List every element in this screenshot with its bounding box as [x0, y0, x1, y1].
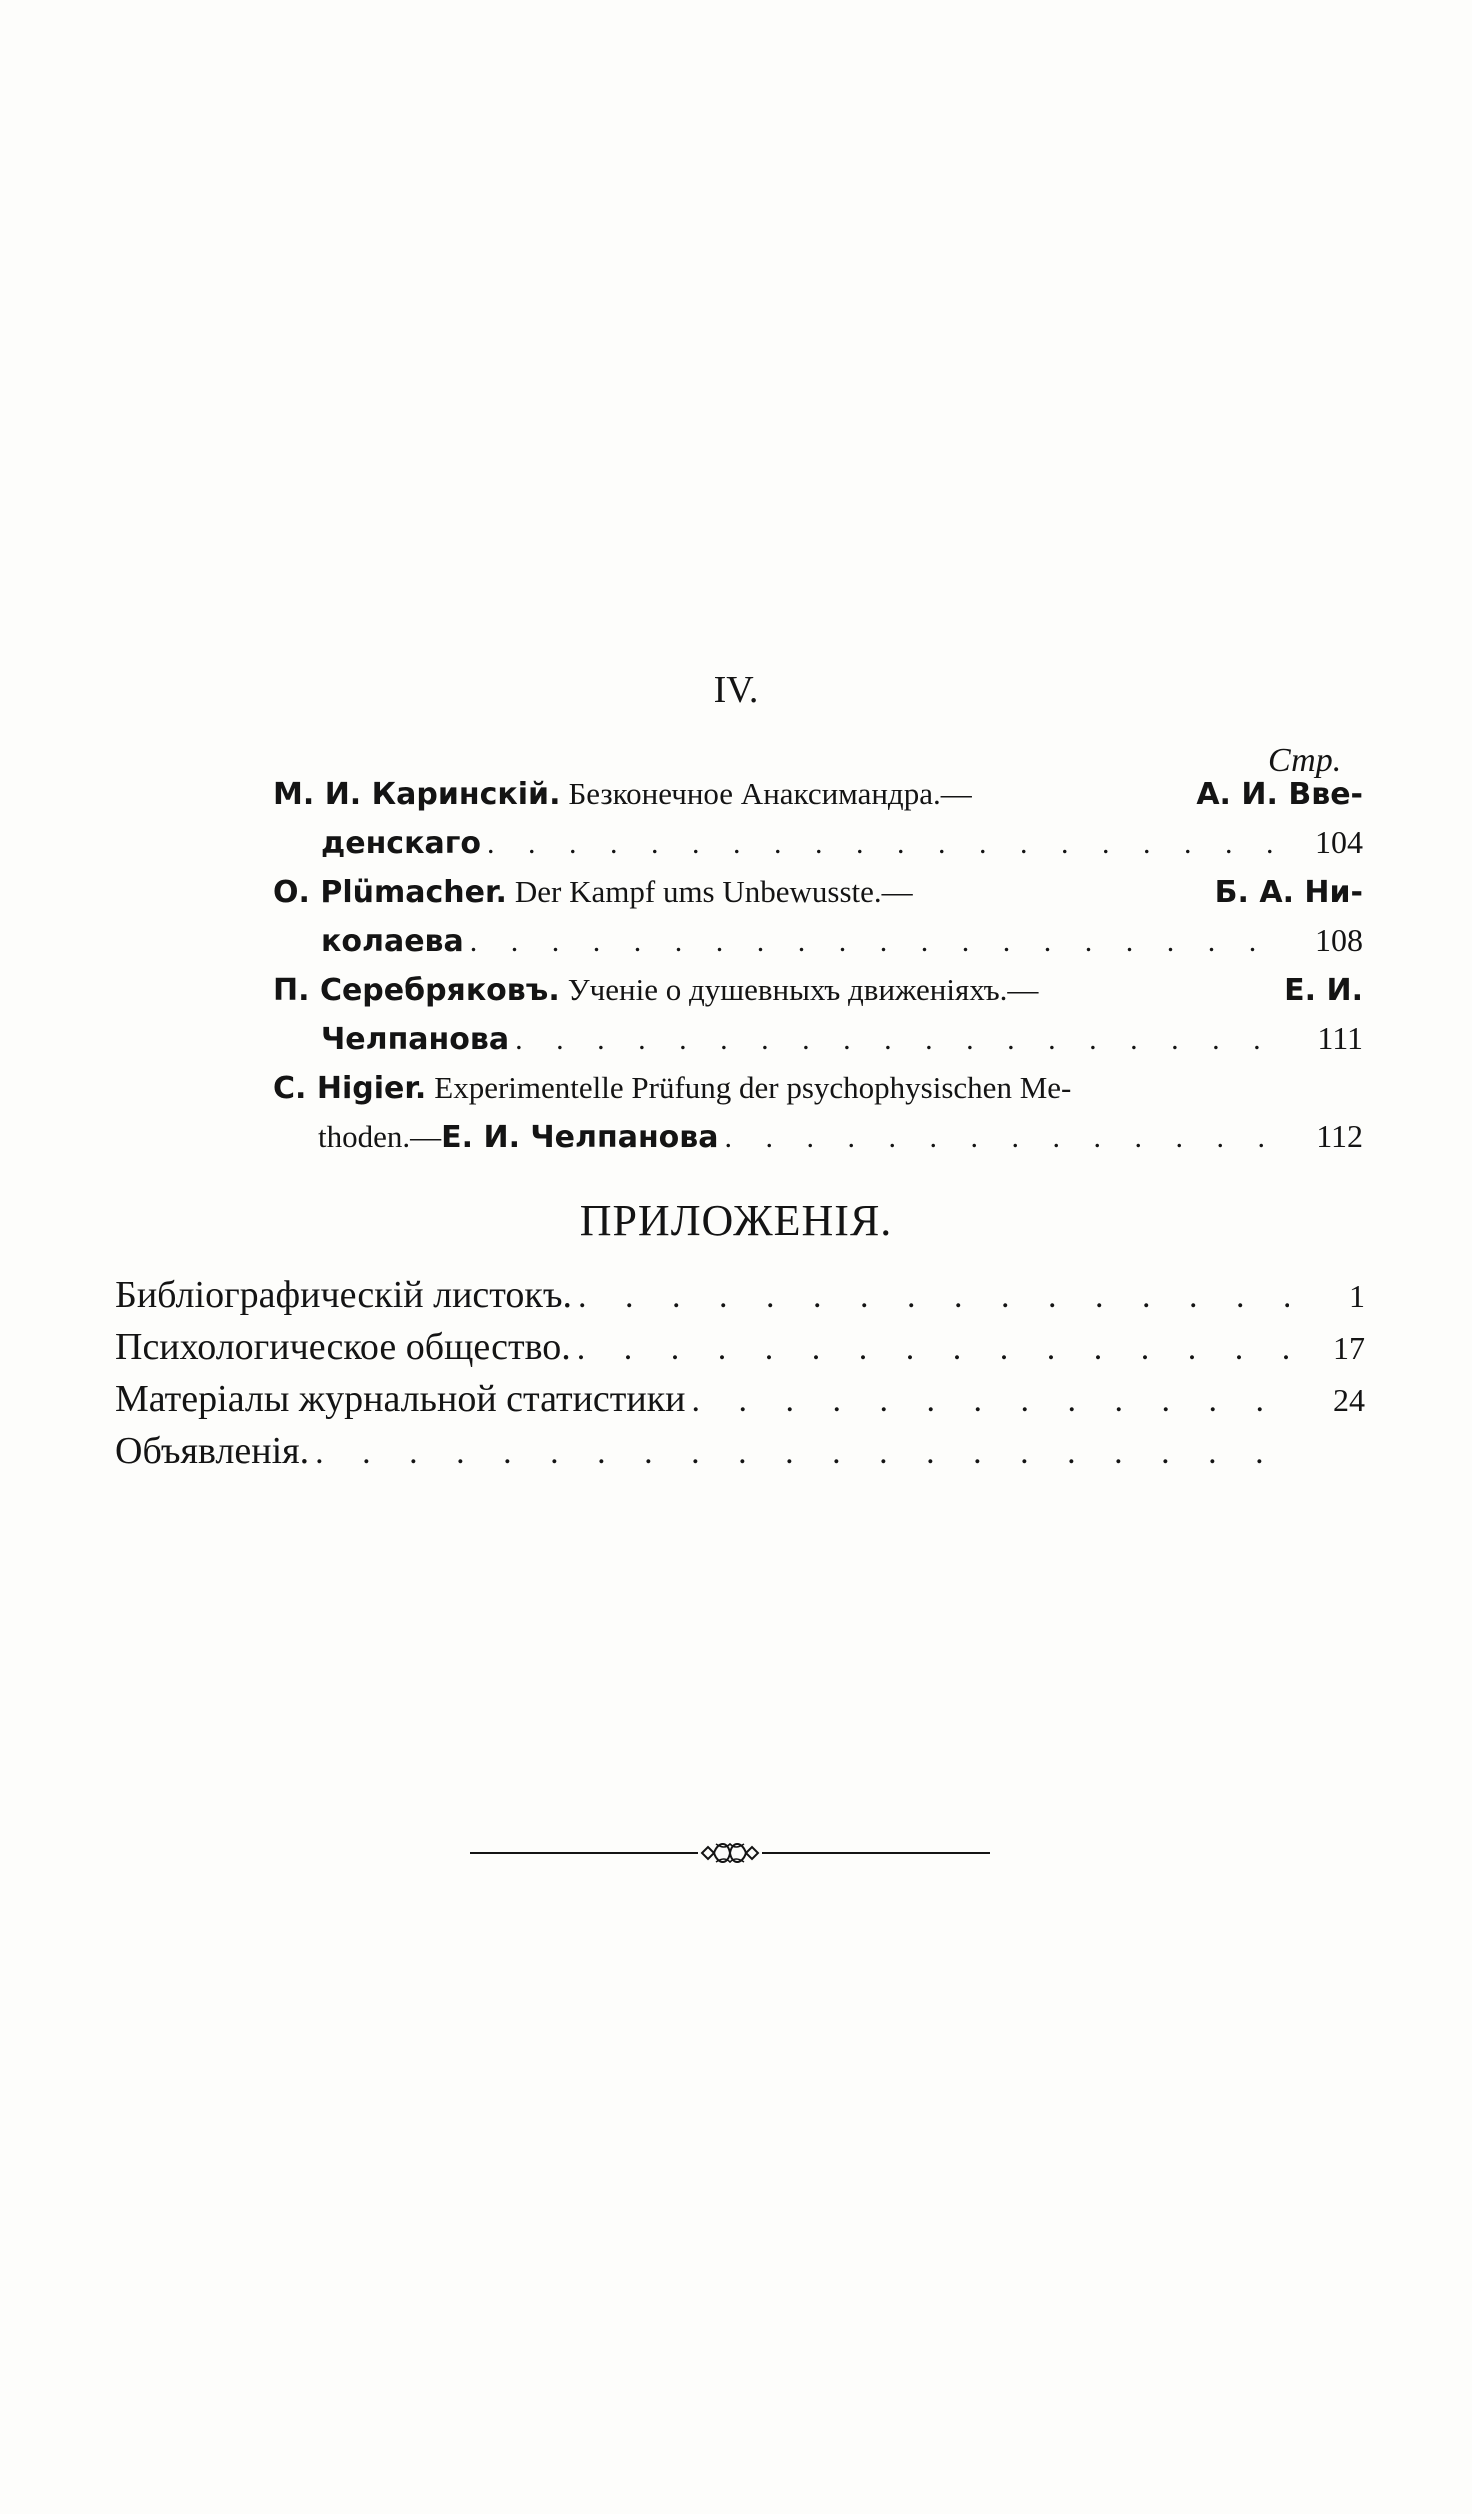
entry-reviewer-cont: Е. И. Челпанова [441, 1120, 719, 1155]
page-number: IV. [713, 669, 759, 711]
appendix-item [115, 1377, 1365, 1429]
entry-page: 112 [1316, 1118, 1363, 1154]
contents-entry [273, 1069, 1363, 1167]
entry-line [273, 775, 1363, 824]
entry-title: Der Kampf ums Unbewusste.— [514, 874, 913, 909]
entry-reviewer-cont: денскаго [321, 826, 481, 861]
entry-title: Experimentelle Prüfung der psychophysischen Me- [434, 1070, 1072, 1105]
entry-author: О. Plümacher. [273, 875, 507, 910]
appendix-page: 1 [1349, 1278, 1365, 1314]
contents-entry [273, 971, 1363, 1069]
entry-title: Ученіе о душевныхъ движеніяхъ.— [567, 972, 1039, 1007]
entry-page: 111 [1317, 1020, 1363, 1056]
contents-list [273, 775, 1363, 1167]
entry-title: Безконечное Анаксимандра.— [568, 776, 972, 811]
entry-author: М. И. Каринскій. [273, 777, 561, 812]
entry-page: 104 [1315, 824, 1363, 860]
section-title: ПРИЛОЖЕНІЯ. [579, 1196, 893, 1245]
appendix-label: Библіографическій листокъ. [115, 1274, 573, 1316]
appendix-item [115, 1429, 1365, 1481]
leader-dots [577, 1330, 1289, 1368]
entry-reviewer-cont: Челпанова [321, 1022, 510, 1057]
entry-line [273, 873, 1363, 922]
entry-title-cont: thoden.— [318, 1119, 442, 1154]
entry-author: П. Серебряковъ. [273, 973, 560, 1008]
appendix-page: 17 [1333, 1330, 1365, 1366]
entry-author: С. Higier. [273, 1071, 427, 1106]
leader-dots [315, 1434, 1289, 1472]
entry-line [273, 971, 1363, 1020]
entry-reviewer-cont: колаева [321, 924, 464, 959]
entry-line [273, 1020, 1363, 1069]
leader-dots [692, 1382, 1289, 1420]
entry-line [273, 824, 1363, 873]
leader-dots [487, 827, 1285, 861]
leader-dots [725, 1121, 1285, 1155]
entry-line [273, 1118, 1363, 1167]
appendix-label: Объявленія. [115, 1430, 310, 1472]
entry-reviewer: Б. А. Ни- [1214, 875, 1363, 910]
leader-dots [470, 925, 1285, 959]
divider-flourish-icon [470, 1838, 990, 1868]
contents-entry [273, 775, 1363, 873]
entry-reviewer: Е. И. [1284, 973, 1363, 1008]
entry-reviewer: А. И. Вве- [1196, 777, 1363, 812]
appendix-label: Психологическое общество. [115, 1326, 571, 1368]
leader-dots [578, 1278, 1289, 1316]
entry-page: 108 [1315, 922, 1363, 958]
page-column-label: Стр. [1268, 742, 1342, 779]
contents-entry [273, 873, 1363, 971]
entry-line [273, 1069, 1363, 1118]
entry-line [273, 922, 1363, 971]
appendix-item [115, 1325, 1365, 1377]
appendix-list [115, 1273, 1365, 1481]
leader-dots [515, 1023, 1285, 1057]
appendix-label: Матеріалы журнальной статистики [115, 1378, 686, 1420]
appendix-item [115, 1273, 1365, 1325]
appendix-page: 24 [1333, 1382, 1365, 1418]
